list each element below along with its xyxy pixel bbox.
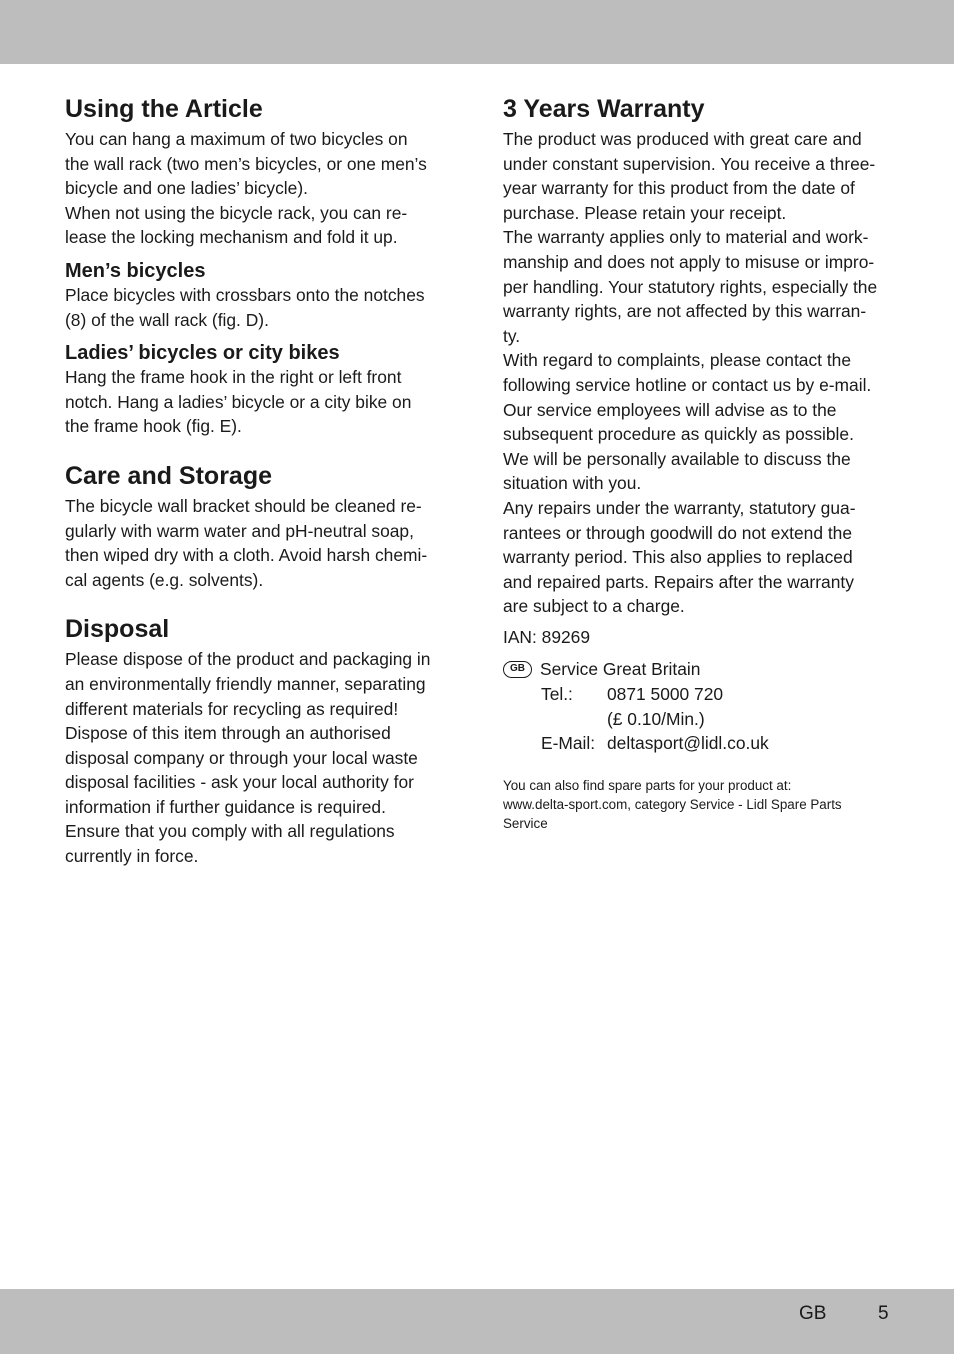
text-line: are subject to a charge.	[503, 596, 685, 617]
disposal-heading: Disposal	[65, 615, 170, 644]
text-line: cal agents (e.g. solvents).	[65, 569, 264, 590]
gb-country-badge-icon: GB	[503, 661, 532, 678]
warranty-text	[503, 127, 895, 619]
text-line: information if further guidance is required.	[65, 796, 386, 817]
ladies-text	[65, 365, 449, 439]
left-column	[65, 92, 449, 869]
text-line: year warranty for this product from the date of	[503, 178, 855, 199]
header-bar	[0, 0, 954, 64]
text-line: then wiped dry with a cloth. Avoid harsh chemi-	[65, 545, 428, 566]
service-title-row	[503, 657, 895, 682]
text-line: Ensure that you comply with all regulations	[65, 821, 395, 842]
text-line: The warranty applies only to material and work-	[503, 227, 869, 248]
text-line: following service hotline or contact us by e-mail.	[503, 374, 872, 395]
text-line: rantees or through goodwill do not extend the	[503, 522, 853, 543]
service-contact	[541, 682, 895, 756]
right-column	[503, 92, 895, 833]
text-line: the wall rack (two men’s bicycles, or one men’s	[65, 153, 427, 174]
text-line: Dispose of this item through an authorised	[65, 723, 391, 744]
tel-value[interactable]: 0871 5000 720	[607, 684, 724, 705]
service-title: Service Great Britain	[540, 659, 701, 680]
text-line: Any repairs under the warranty, statutory gua-	[503, 497, 856, 518]
text-line: Service	[503, 815, 548, 831]
disposal-text	[65, 647, 449, 868]
text-line: www.delta-sport.com, category Service - Lidl Spare Parts	[503, 796, 842, 812]
text-line: ty.	[503, 325, 521, 346]
email-label: E-Mail:	[541, 733, 596, 754]
text-line: Please dispose of the product and packaging in	[65, 649, 431, 670]
text-line: With regard to complaints, please contact the	[503, 350, 851, 371]
text-line: notch. Hang a ladies’ bicycle or a city bike on	[65, 391, 412, 412]
warranty-heading: 3 Years Warranty	[503, 95, 705, 123]
text-line: an environmentally friendly manner, separating	[65, 673, 426, 694]
care-text	[65, 494, 449, 592]
text-line: The product was produced with great care and	[503, 129, 862, 149]
text-line: gularly with warm water and pH-neutral soap,	[65, 520, 414, 541]
tel-label: Tel.:	[541, 684, 573, 705]
text-line: under constant supervision. You receive a three-	[503, 153, 876, 174]
text-line: bicycle and one ladies’ bicycle).	[65, 178, 308, 199]
ladies-heading: Ladies’ bicycles or city bikes	[65, 342, 340, 365]
text-line: disposal company or through your local waste	[65, 747, 418, 768]
text-line: currently in force.	[65, 846, 199, 867]
page-number: 5	[878, 1303, 889, 1324]
text-line: different materials for recycling as required!	[65, 698, 399, 719]
email-link[interactable]: deltasport@lidl.co.uk	[607, 733, 769, 754]
text-line: You can also find spare parts for your product at:	[503, 777, 792, 793]
text-line: warranty period. This also applies to replaced	[503, 547, 853, 568]
mens-text	[65, 283, 449, 332]
text-line: We will be personally available to discuss the	[503, 448, 851, 469]
text-line: disposal facilities - ask your local authority for	[65, 772, 414, 793]
care-heading: Care and Storage	[65, 461, 273, 490]
text-line: per handling. Your statutory rights, especially the	[503, 276, 878, 297]
text-line: (8) of the wall rack (fig. D).	[65, 309, 269, 330]
ian-number: IAN: 89269	[503, 626, 591, 647]
text-line: The bicycle wall bracket should be cleaned re-	[65, 495, 422, 516]
spare-parts-note	[503, 776, 895, 833]
text-line: manship and does not apply to misuse or impro-	[503, 251, 875, 272]
footer-language-code: GB	[799, 1303, 827, 1324]
text-line: the frame hook (fig. E).	[65, 416, 242, 437]
text-line: situation with you.	[503, 473, 642, 494]
text-line: purchase. Please retain your receipt.	[503, 202, 787, 223]
text-line: When not using the bicycle rack, you can re-	[65, 202, 408, 223]
text-line: Hang the frame hook in the right or left front	[65, 367, 402, 388]
text-line: You can hang a maximum of two bicycles on	[65, 129, 408, 149]
mens-heading: Men’s bicycles	[65, 259, 206, 282]
using-heading: Using the Article	[65, 95, 263, 123]
text-line: Our service employees will advise as to the	[503, 399, 837, 420]
text-line: and repaired parts. Repairs after the warranty	[503, 571, 854, 592]
text-line: lease the locking mechanism and fold it up.	[65, 227, 398, 248]
text-line: warranty rights, are not affected by this warran-	[503, 301, 867, 322]
text-line: subsequent procedure as quickly as possible.	[503, 424, 854, 445]
text-line: Place bicycles with crossbars onto the notches	[65, 284, 425, 305]
using-text	[65, 127, 449, 250]
tel-rate: (£ 0.10/Min.)	[607, 708, 705, 729]
